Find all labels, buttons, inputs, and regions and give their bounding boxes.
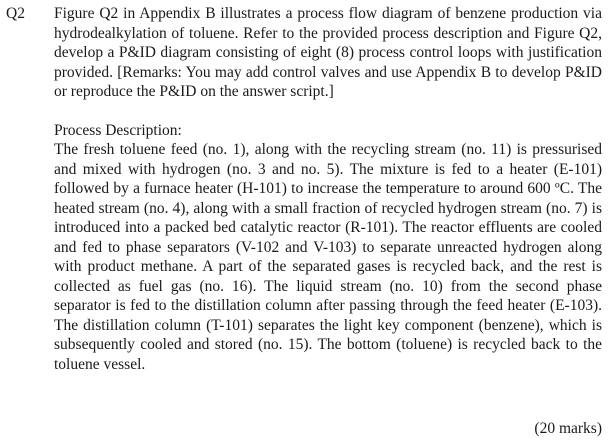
process-description-body: The fresh toluene feed (no. 1), along with the recycling stream (no. 11) is pressurised and mixed with hydrogen (no. 3 and no. 5). The mixture is fed to a heater (E-101) followed by a furnace heater (H-101) to increase the temperature to around 600 ºC. The heated stream (no. 4), along with a small fraction of recycled hydrogen stream (no. 7) is introduced into a packed bed catalytic reactor (R-101). The reactor effluents are cooled and fed to phase separators (V-102 and V-103) to separate unreacted hydrogen along with product methane. A part of the separated gases is recycled back, and the rest is collected as fuel gas (no. 16). The liquid stream (no. 10) from the second phase separator is fed to the distillation column after passing through the feed heater (E-103). The distillation column (T-101) separates the light key component (benzene), which is subsequently cooled and stored (no. 15). The bottom (toluene) is recycled back to the toluene vessel. (54, 141, 602, 373)
question-content (54, 4, 602, 374)
process-description-heading: Process Description: (54, 121, 182, 139)
marks-label: (20 marks) (534, 420, 602, 437)
question-prompt: Figure Q2 in Appendix B illustrates a process flow diagram of benzene production via hydrodealkylation of toluene. Refer to the provided process description and Figure Q2, develop a P&ID diagram consisting of eight (8) process control loops with justification provided. [Remarks: You may add control valves and use Appendix B to develop P&ID or reproduce the P&ID on the answer script.] (54, 5, 602, 100)
question-number: Q2 (6, 5, 25, 22)
